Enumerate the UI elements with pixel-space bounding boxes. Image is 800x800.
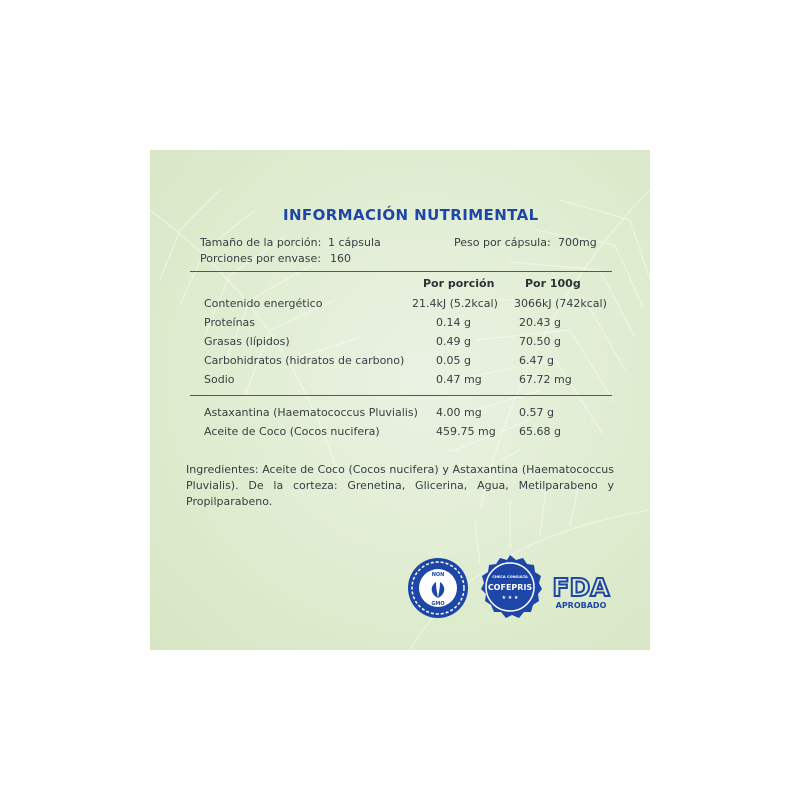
row-portion: 21.4kJ (5.2kcal) [412, 297, 498, 310]
row-per100: 70.50 g [519, 335, 561, 348]
row-name: Grasas (lípidos) [204, 335, 290, 348]
servings-per-container-value: 160 [330, 252, 351, 265]
row-portion: 4.00 mg [436, 406, 482, 419]
capsule-weight-value: 700mg [558, 236, 597, 249]
row-portion: 0.14 g [436, 316, 471, 329]
row-name: Sodio [204, 373, 235, 386]
capsule-weight-label: Peso por cápsula: [454, 236, 551, 249]
row-per100: 6.47 g [519, 354, 554, 367]
row-name: Carbohidratos (hidratos de carbono) [204, 354, 405, 367]
row-name: Proteínas [204, 316, 256, 329]
cofepris-main-text: COFEPRIS [487, 583, 533, 592]
nutrition-panel [150, 150, 650, 650]
serving-size-label: Tamaño de la porción: [200, 236, 322, 249]
row-name: Astaxantina (Haematococcus Pluvialis) [204, 406, 418, 419]
divider-middle [190, 395, 612, 396]
ingredients-text: Ingredientes: Aceite de Coco (Cocos nucifera) y Astaxantina (Haematococcus Pluvialis). De la corteza: Grenetina, Glicerina, Agua, Metilparabeno y Propilparabeno. [186, 463, 614, 508]
divider-top [190, 271, 612, 272]
column-header-portion: Por porción [423, 277, 495, 290]
fda-badge [550, 568, 616, 612]
panel-title: INFORMACIÓN NUTRIMENTAL [283, 206, 539, 224]
row-per100: 3066kJ (742kcal) [514, 297, 607, 310]
servings-per-container-label: Porciones por envase: [200, 252, 321, 265]
non-gmo-top-text: NON [431, 572, 445, 578]
fda-sub-text: APROBADO [555, 601, 607, 610]
row-per100: 67.72 mg [519, 373, 572, 386]
column-header-100g: Por 100g [525, 277, 581, 290]
row-portion: 0.49 g [436, 335, 471, 348]
row-portion: 0.05 g [436, 354, 471, 367]
serving-size-value: 1 cápsula [328, 236, 381, 249]
non-gmo-badge [406, 556, 470, 620]
row-portion: 459.75 mg [436, 425, 496, 438]
row-per100: 20.43 g [519, 316, 561, 329]
row-per100: 65.68 g [519, 425, 561, 438]
cofepris-small-text: CHECA CONSULTA [492, 575, 528, 579]
cofepris-badge [477, 554, 543, 620]
row-per100: 0.57 g [519, 406, 554, 419]
stars-icon: ★ ★ ★ [501, 595, 519, 601]
row-name: Contenido energético [204, 297, 323, 310]
non-gmo-bottom-text: GMO [431, 601, 445, 607]
fda-logo-text: FDA [552, 573, 610, 602]
row-portion: 0.47 mg [436, 373, 482, 386]
row-name: Aceite de Coco (Cocos nucifera) [204, 425, 380, 438]
